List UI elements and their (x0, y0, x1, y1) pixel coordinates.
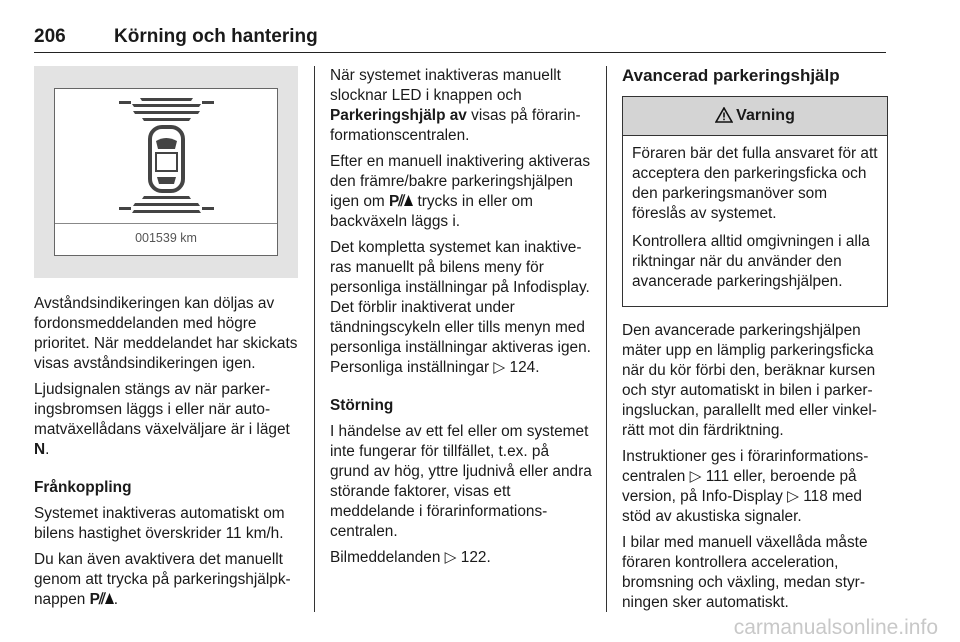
page-ref-arrow-icon: ▷ (787, 488, 804, 505)
paragraph: Systemet inaktiveras automatiskt om bilens hastighet överskrider 11 km/h. (34, 505, 285, 542)
front-sensor-bars (119, 98, 214, 121)
paragraph: Ljudsignalen stängs av när parkeringsbromsen läggs i eller när automatväxellådans växelväljare är i läget N. (34, 381, 290, 458)
display-divider (55, 223, 277, 224)
park-assist-icon: P⫽ (89, 591, 105, 608)
paragraph: Den avancerade parkeringshjälpen mäter upp en lämplig parkeringsficka när du kör förbi den, beräknar kursen och styr automatiskt in bilen i parkeringsluckan, parallellt med eller vinkelrätt mot din färdriktning. (622, 322, 877, 439)
warning-body (623, 136, 887, 306)
column-1 (34, 294, 300, 616)
paragraph: Bilmeddelanden ▷ 122. (330, 549, 491, 566)
warning-text: Föraren bär det fulla ansvaret för att acceptera den parkeringsficka och den parkeringsmanöver som föreslås av systemet. (632, 145, 878, 222)
page-ref-arrow-icon: ▷ (689, 468, 706, 485)
subheading-disconnect: Frånkoppling (34, 479, 132, 496)
paragraph: I händelse av ett fel eller om systemet inte fungerar för tillfället, t.ex. på grund av hög, yttre ljudnivå eller andra störande faktorer, visas ett meddelande i förarinformationscentralen. (330, 423, 592, 540)
car-icon (150, 127, 183, 191)
watermark: carmanualsonline.info (733, 616, 938, 639)
section-heading: Avancerad parkeringshjälp (622, 66, 840, 85)
warning-header (623, 97, 887, 136)
column-2 (330, 66, 592, 574)
page-ref-arrow-icon: ▷ (444, 549, 461, 566)
park-assist-pedestrian-icon (105, 593, 114, 604)
paragraph: Avståndsindikeringen kan döljas av fordonsmeddelanden med högre prioritet. När meddelandet har skickats visas avståndsindikeringen igen. (34, 295, 298, 372)
warning-box (622, 96, 888, 307)
warning-title: Varning (736, 107, 795, 124)
rear-sensor-bars (119, 196, 214, 213)
column-3 (622, 66, 888, 619)
display-screen (54, 88, 278, 256)
gear-letter: N (34, 441, 46, 458)
paragraph: Instruktioner ges i förarinformationscentralen ▷ 111 eller, beroende på version, på Info-Display ▷ 118 med stöd av akustiska signaler. (622, 448, 869, 525)
paragraph: När systemet inaktiveras manuellt slocknar LED i knappen och Parkeringshjälp av visas på förarinformationscentralen. (330, 67, 581, 144)
paragraph: Du kan även avaktivera det manuellt genom att trycka på parkeringshjälpknappen P⫽ . (34, 551, 291, 608)
column-divider-2 (606, 66, 607, 612)
paragraph: Det kompletta systemet kan inaktiveras manuellt på bilens meny för personliga inställningar på Infodisplay. Det förblir inaktiverat under tändningscykeln eller tills menyn med personliga inställningar aktiveras igen. Personliga inställningar ▷ 124. (330, 239, 591, 376)
page-header (34, 22, 886, 53)
park-assist-icon: P⫽ (389, 193, 405, 210)
paragraph: Efter en manuell inaktivering aktiveras den främre/bakre parkeringshjälpen igen om P⫽ trycks in eller om backväxeln läggs i. (330, 153, 591, 230)
display-message: Parkeringshjälp av (330, 107, 467, 124)
warning-triangle-icon (715, 107, 733, 123)
odometer-readout: 001539 km (135, 231, 197, 245)
paragraph: I bilar med manuell växellåda måste föraren kontrollera acceleration, bromsning och växling, medan styrningen sker automatiskt. (622, 534, 868, 611)
subheading-fault: Störning (330, 397, 394, 414)
page-number: 206 (34, 26, 66, 47)
column-divider-1 (314, 66, 315, 612)
park-assist-pedestrian-icon (404, 195, 413, 206)
page-title: Körning och hantering (114, 26, 318, 47)
parking-display-figure (34, 66, 298, 278)
warning-text: Kontrollera alltid omgivningen i alla riktningar när du använder den avancerade parkeringshjälpen. (632, 233, 870, 290)
page-ref-arrow-icon: ▷ (493, 359, 510, 376)
parking-sensor-graphic (55, 89, 277, 229)
